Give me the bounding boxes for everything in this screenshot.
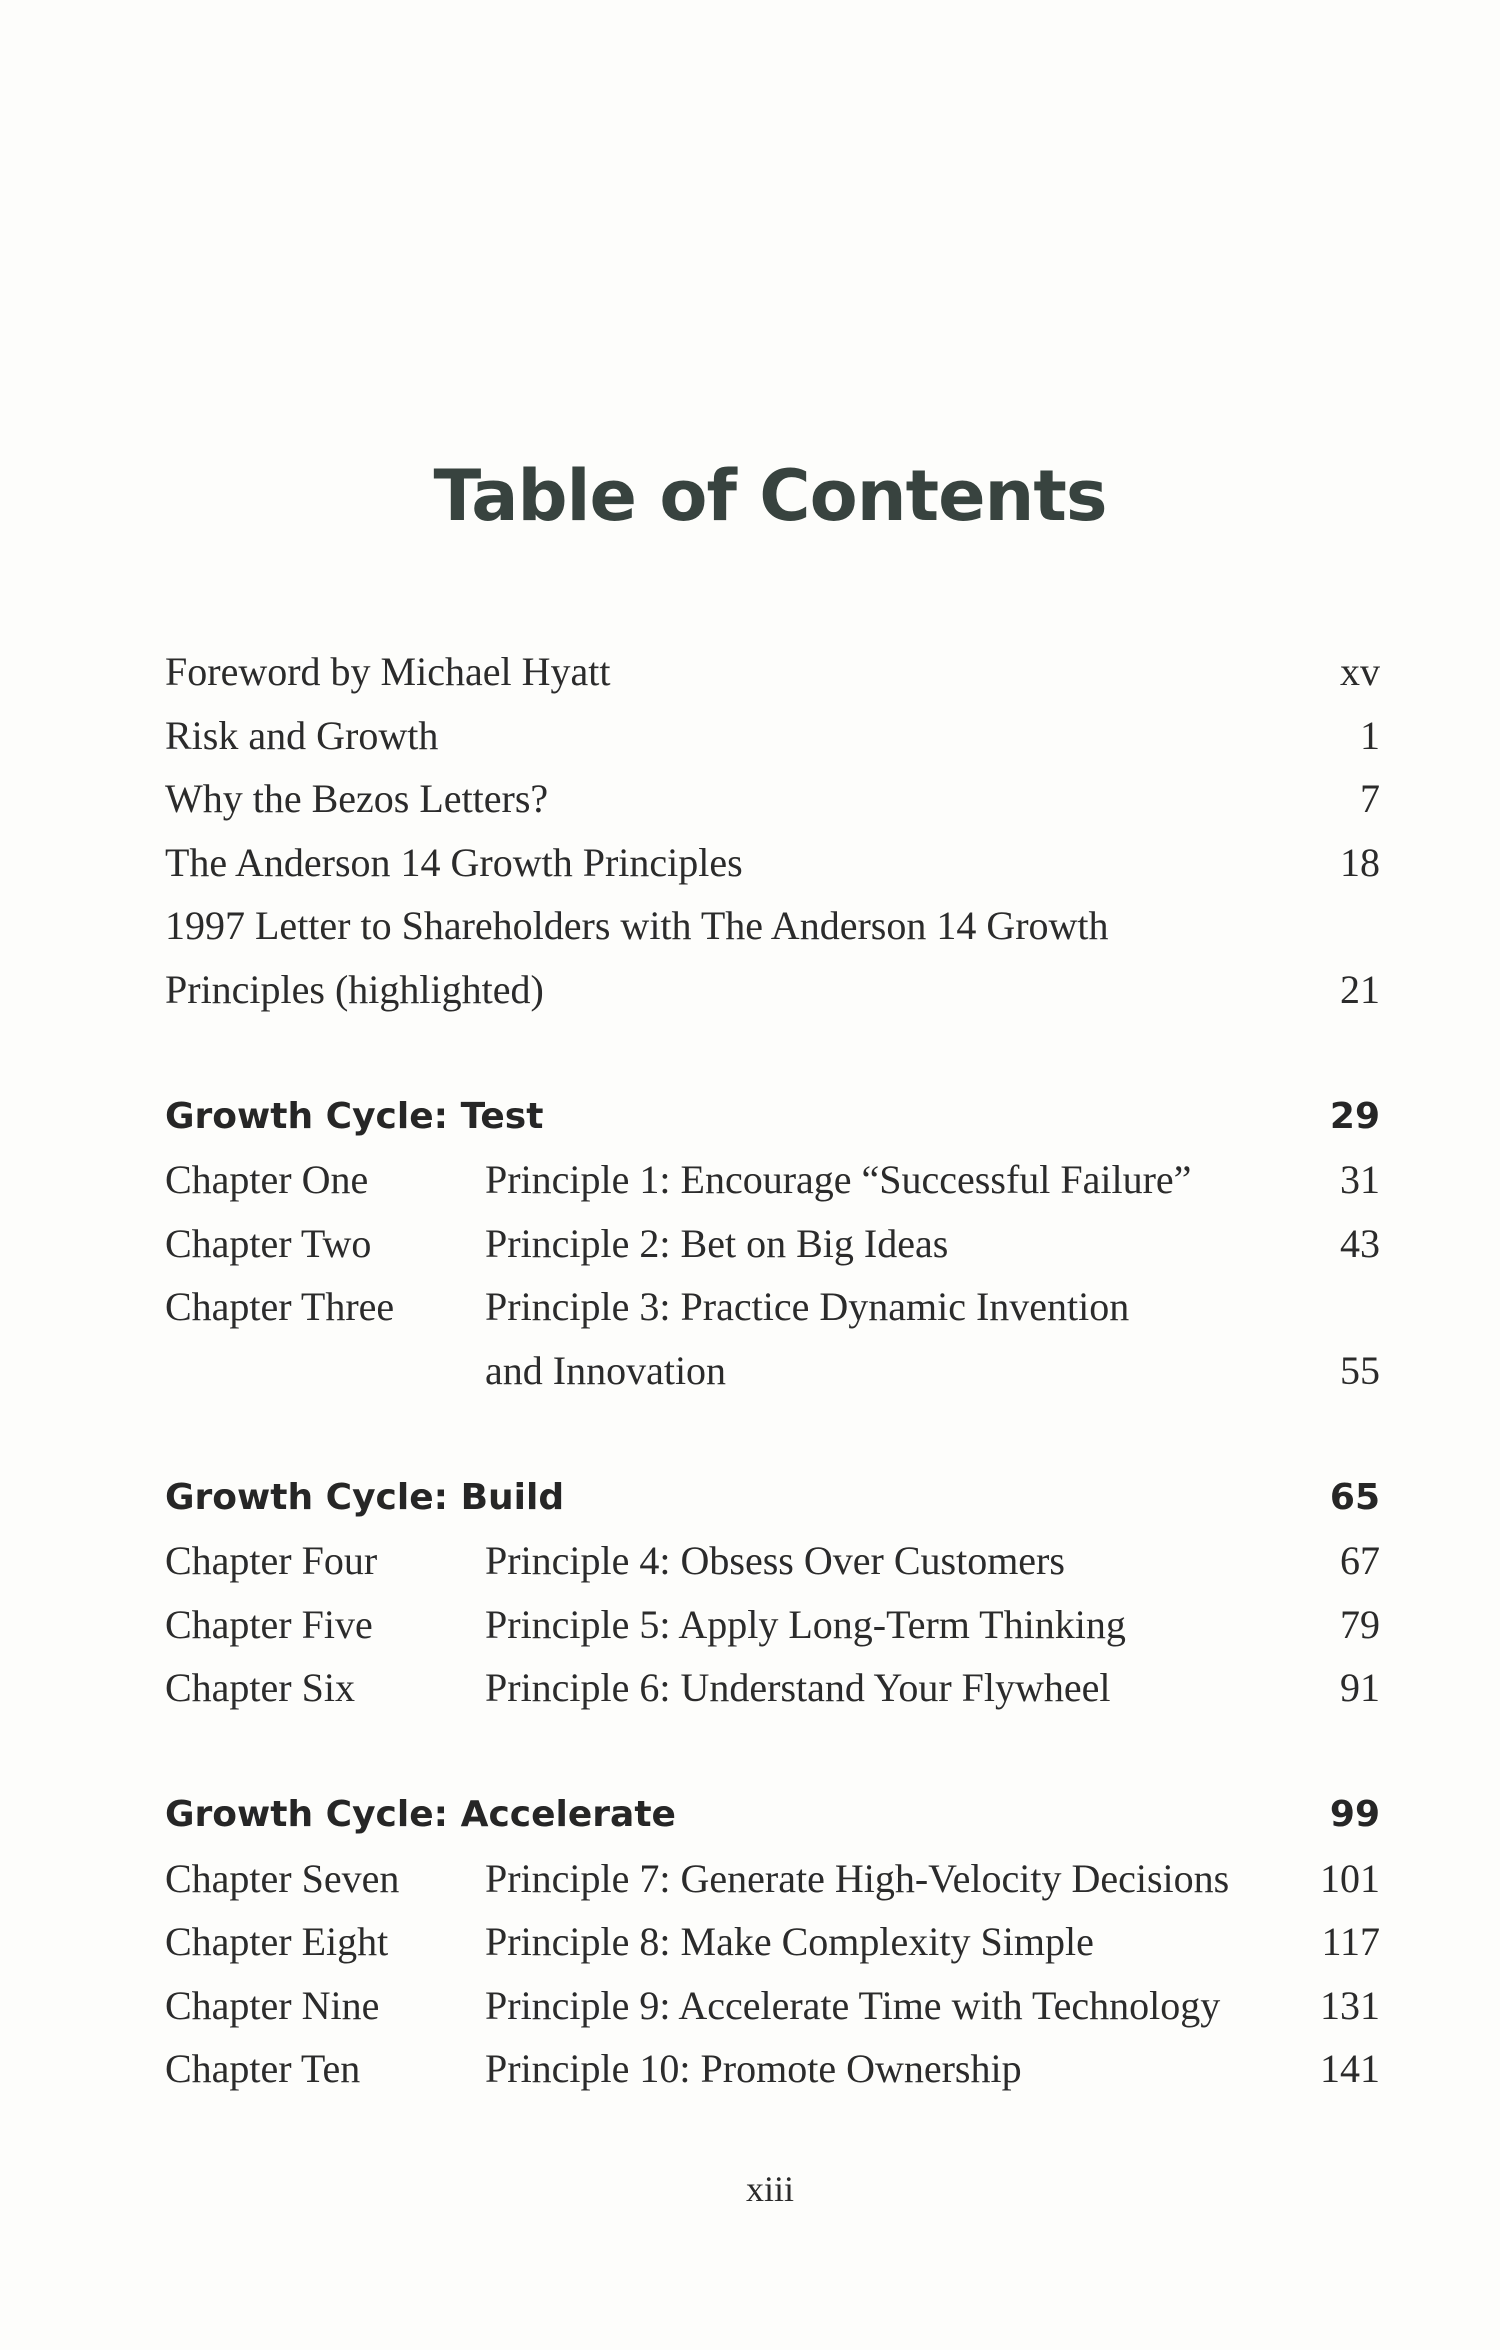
toc-entry [165, 767, 1380, 831]
entry-title: Risk and Growth [165, 712, 439, 758]
entry-page: 1 [1360, 712, 1380, 758]
entry-page: 18 [1340, 839, 1380, 885]
entry-page: 7 [1360, 776, 1380, 821]
principle-title: Principle 5: Apply Long-Term Thinking [485, 1601, 1126, 1647]
chapter-entry [165, 1593, 1380, 1657]
entry-title: Principles (highlighted) [165, 966, 544, 1012]
section-heading-accelerate [165, 1783, 1380, 1847]
toc-entry [165, 640, 1380, 704]
entry-page: 101 [1320, 1855, 1380, 1901]
chapter-entry [165, 1212, 1380, 1276]
principle-title: Principle 2: Bet on Big Ideas [485, 1220, 949, 1266]
toc-entry [165, 704, 1380, 768]
chapter-name: Chapter Seven [165, 1855, 400, 1901]
section-heading-test [165, 1085, 1380, 1149]
chapter-entry [165, 1847, 1380, 1911]
table-of-contents [165, 640, 1380, 2101]
section-page: 99 [1329, 1794, 1380, 1835]
entry-title: Foreword by Michael Hyatt [165, 649, 611, 694]
chapter-name: Chapter Two [165, 1220, 372, 1266]
chapter-entry [165, 1275, 1380, 1339]
principle-title: and Innovation [485, 1347, 727, 1393]
spacer [165, 1402, 1380, 1466]
chapter-name: Chapter One [165, 1157, 369, 1202]
principle-title: Principle 4: Obsess Over Customers [485, 1538, 1065, 1583]
chapter-name: Chapter Nine [165, 1982, 380, 2028]
entry-page: 21 [1340, 966, 1380, 1012]
section-label: Growth Cycle: Build [165, 1476, 565, 1518]
principle-title: Principle 6: Understand Your Flywheel [485, 1665, 1111, 1710]
chapter-entry [165, 1339, 1380, 1403]
entry-page: 131 [1320, 1982, 1380, 2028]
entry-page: 141 [1320, 2046, 1380, 2091]
chapter-name: Chapter Ten [165, 2046, 361, 2091]
chapter-entry [165, 1529, 1380, 1593]
entry-page: 67 [1340, 1538, 1380, 1583]
entry-title: 1997 Letter to Shareholders with The Anderson 14 Growth [165, 903, 1109, 948]
toc-entry [165, 894, 1380, 958]
principle-title: Principle 1: Encourage “Successful Failure” [485, 1157, 1192, 1202]
entry-page: 91 [1340, 1665, 1380, 1710]
principle-title: Principle 3: Practice Dynamic Invention [485, 1284, 1130, 1329]
chapter-name: Chapter Three [165, 1284, 395, 1329]
entry-page: 55 [1340, 1347, 1380, 1393]
toc-entry [165, 958, 1380, 1022]
section-page: 29 [1329, 1095, 1380, 1137]
chapter-entry [165, 2037, 1380, 2101]
principle-title: Principle 10: Promote Ownership [485, 2046, 1022, 2091]
section-label: Growth Cycle: Accelerate [165, 1794, 676, 1835]
entry-page: 31 [1340, 1157, 1380, 1202]
chapter-entry [165, 1974, 1380, 2038]
entry-page: 43 [1340, 1220, 1380, 1266]
entry-page: 117 [1321, 1919, 1380, 1964]
page-number: xiii [745, 2169, 794, 2209]
page-title: Table of Contents [433, 455, 1107, 537]
chapter-entry [165, 1656, 1380, 1720]
entry-title: The Anderson 14 Growth Principles [165, 839, 743, 885]
toc-entry [165, 831, 1380, 895]
chapter-entry [165, 1148, 1380, 1212]
chapter-name: Chapter Six [165, 1665, 355, 1710]
chapter-name: Chapter Five [165, 1601, 373, 1647]
spacer [165, 1720, 1380, 1784]
chapter-entry [165, 1910, 1380, 1974]
chapter-name: Chapter Four [165, 1538, 378, 1583]
chapter-name: Chapter Eight [165, 1919, 389, 1964]
entry-title: Why the Bezos Letters? [165, 776, 549, 821]
section-page: 65 [1329, 1476, 1380, 1518]
section-heading-build [165, 1466, 1380, 1530]
spacer [165, 1021, 1380, 1085]
entry-page: 79 [1340, 1601, 1380, 1647]
principle-title: Principle 7: Generate High-Velocity Decisions [485, 1855, 1230, 1901]
principle-title: Principle 9: Accelerate Time with Technology [485, 1982, 1221, 2028]
section-label: Growth Cycle: Test [165, 1095, 544, 1137]
entry-page: xv [1340, 649, 1380, 694]
principle-title: Principle 8: Make Complexity Simple [485, 1919, 1094, 1964]
